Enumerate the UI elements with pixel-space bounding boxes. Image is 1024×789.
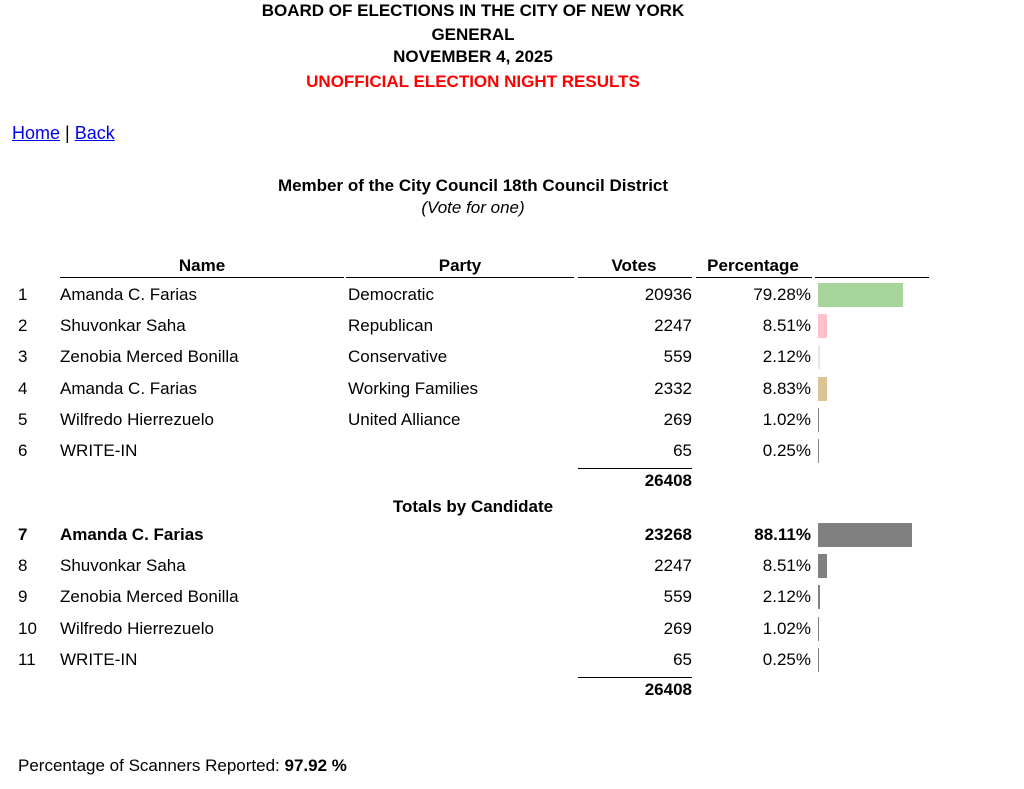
party-name: Republican [348, 316, 434, 336]
vote-percentage: 8.83% [762, 378, 811, 398]
vote-percentage: 79.28% [753, 285, 811, 304]
party-name: Working Families [348, 378, 479, 398]
row-number: 9 [18, 587, 28, 607]
header-rule-percentage [696, 277, 812, 278]
vote-percentage: 1.02% [762, 409, 811, 429]
row-number: 5 [18, 409, 28, 429]
candidate-name: Amanda C. Farias [60, 378, 197, 398]
candidate-votes-total: 26408 [644, 680, 692, 699]
column-header-party: Party [438, 256, 482, 275]
vote-count: 269 [663, 618, 692, 638]
party-name: Conservative [348, 347, 448, 367]
percentage-bar [818, 648, 819, 672]
percentage-bar [818, 345, 820, 369]
race-subtitle: (Vote for one) [421, 198, 525, 217]
vote-count: 2332 [654, 378, 692, 398]
row-number: 7 [18, 525, 28, 544]
party-result-row [0, 283, 1024, 307]
candidate-total-rule [578, 677, 692, 678]
vote-percentage: 8.51% [762, 316, 811, 336]
vote-count: 559 [663, 587, 692, 607]
row-number: 4 [18, 378, 28, 398]
row-number: 2 [18, 316, 28, 336]
vote-percentage: 88.11% [754, 525, 811, 544]
vote-percentage: 0.25% [762, 649, 811, 669]
header-election-type: GENERAL [431, 25, 515, 44]
back-link[interactable]: Back [74, 123, 115, 143]
percentage-bar [818, 439, 819, 463]
vote-count: 2247 [654, 316, 692, 336]
row-number: 1 [18, 285, 28, 304]
header-rule-bar [815, 277, 929, 278]
column-header-votes: Votes [611, 256, 657, 275]
candidate-name: Amanda C. Farias [60, 525, 204, 544]
party-result-row [0, 345, 1024, 369]
row-number: 10 [18, 618, 37, 638]
vote-count: 559 [663, 347, 692, 367]
header-rule-party [346, 277, 574, 278]
candidate-total-row [0, 617, 1024, 641]
candidate-name: Zenobia Merced Bonilla [60, 587, 239, 607]
candidate-name: Wilfredo Hierrezuelo [60, 409, 214, 429]
candidate-name: Amanda C. Farias [60, 285, 197, 304]
scanners-reported [18, 756, 347, 776]
percentage-bar [818, 523, 912, 547]
vote-percentage: 8.51% [762, 556, 811, 576]
vote-count: 269 [663, 409, 692, 429]
party-total-rule [578, 468, 692, 469]
column-header-name: Name [178, 256, 226, 275]
vote-count: 2247 [654, 556, 692, 576]
row-number: 8 [18, 556, 28, 576]
header-rule-votes [578, 277, 692, 278]
party-result-row [0, 314, 1024, 338]
row-number: 6 [18, 441, 28, 460]
candidate-total-row [0, 585, 1024, 609]
candidate-total-row [0, 554, 1024, 578]
column-header-percentage: Percentage [707, 256, 799, 275]
party-name: Democratic [348, 285, 434, 304]
vote-percentage: 2.12% [762, 347, 811, 367]
candidate-name: WRITE-IN [60, 649, 138, 669]
race-title: Member of the City Council 18th Council District [277, 176, 669, 195]
party-name: United Alliance [348, 409, 461, 429]
nav-links [12, 122, 115, 144]
percentage-bar [818, 585, 820, 609]
percentage-bar [818, 617, 819, 641]
scanners-reported-label: Percentage of Scanners Reported: [18, 756, 280, 775]
percentage-bar [818, 377, 827, 401]
vote-percentage: 1.02% [762, 618, 811, 638]
party-result-row [0, 408, 1024, 432]
candidate-name: Zenobia Merced Bonilla [60, 347, 239, 367]
candidate-name: WRITE-IN [60, 441, 138, 460]
vote-percentage: 2.12% [762, 587, 811, 607]
percentage-bar [818, 314, 827, 338]
vote-count: 65 [673, 441, 692, 460]
candidate-name: Wilfredo Hierrezuelo [60, 618, 214, 638]
totals-by-candidate-heading: Totals by Candidate [392, 497, 554, 516]
vote-count: 65 [673, 649, 692, 669]
nav-separator: | [65, 123, 70, 143]
candidate-name: Shuvonkar Saha [60, 316, 186, 336]
row-number: 3 [18, 347, 28, 367]
candidate-name: Shuvonkar Saha [60, 556, 186, 576]
scanners-reported-value: 97.92 % [284, 756, 347, 775]
header-unofficial-notice: UNOFFICIAL ELECTION NIGHT RESULTS [306, 72, 640, 91]
vote-percentage: 0.25% [762, 441, 811, 460]
party-result-row [0, 439, 1024, 463]
home-link[interactable]: Home [12, 123, 61, 143]
vote-count: 23268 [644, 525, 692, 544]
candidate-total-row [0, 523, 1024, 547]
percentage-bar [818, 283, 903, 307]
row-number: 11 [18, 649, 36, 669]
party-votes-total: 26408 [644, 471, 692, 490]
candidate-total-row [0, 648, 1024, 672]
percentage-bar [818, 408, 819, 432]
header-board-title: BOARD OF ELECTIONS IN THE CITY OF NEW YORK [261, 1, 685, 20]
header-election-date: NOVEMBER 4, 2025 [393, 47, 553, 66]
vote-count: 20936 [644, 285, 692, 304]
percentage-bar [818, 554, 827, 578]
header-rule-name [60, 277, 344, 278]
party-result-row [0, 377, 1024, 401]
